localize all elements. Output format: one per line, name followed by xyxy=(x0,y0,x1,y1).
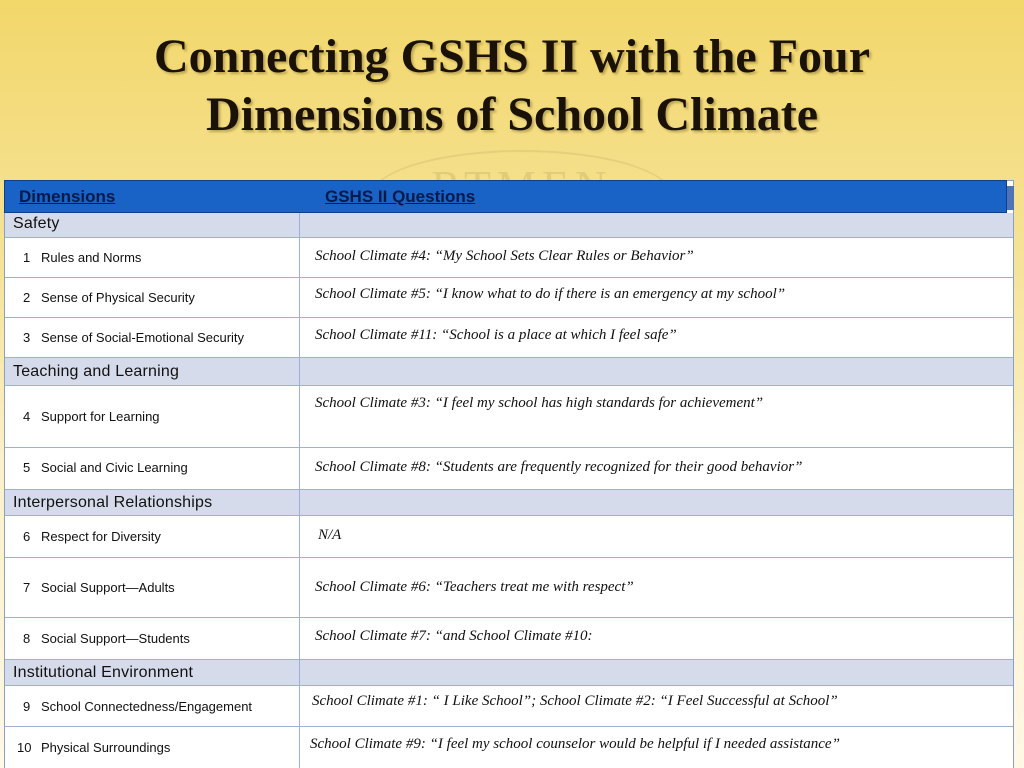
table-row xyxy=(5,727,1013,768)
section-label: Institutional Environment xyxy=(13,664,194,681)
dimension-number: 4 xyxy=(23,409,31,424)
gshs-question: School Climate #9: “I feel my school counselor would be helpful if I needed assistance” xyxy=(310,736,840,752)
gshs-question: School Climate #6: “Teachers treat me with respect” xyxy=(315,579,634,595)
dimension-name: Sense of Social-Emotional Security xyxy=(41,330,245,345)
dimension-number: 9 xyxy=(23,699,31,714)
header-questions: GSHS II Questions xyxy=(325,187,476,206)
section-label: Interpersonal Relationships xyxy=(13,494,213,511)
dimension-number: 1 xyxy=(23,250,31,265)
column-divider xyxy=(299,558,300,617)
column-divider xyxy=(299,358,300,385)
table-header-row xyxy=(4,180,1007,213)
dimension-number: 2 xyxy=(23,290,31,305)
column-divider xyxy=(299,686,300,726)
dimension-name: Rules and Norms xyxy=(41,250,142,265)
column-divider xyxy=(299,618,300,659)
page-title xyxy=(0,28,1024,144)
column-divider xyxy=(299,516,300,557)
section-row-interpersonal xyxy=(5,490,1013,516)
table-row xyxy=(5,238,1013,278)
gshs-question: School Climate #7: “and School Climate #10: xyxy=(315,628,593,644)
section-row-safety xyxy=(5,213,1013,238)
table-row xyxy=(5,558,1013,618)
table-row xyxy=(5,278,1013,318)
dimension-name: Sense of Physical Security xyxy=(41,290,195,305)
dimension-number: 6 xyxy=(23,529,31,544)
gshs-question: School Climate #4: “My School Sets Clear Rules or Behavior” xyxy=(315,248,694,264)
title-line-2: Dimensions of School Climate xyxy=(206,88,818,141)
table-row xyxy=(5,618,1013,660)
gshs-question: School Climate #3: “I feel my school has high standards for achievement” xyxy=(315,395,764,411)
section-label: Teaching and Learning xyxy=(13,363,180,380)
dimension-number: 5 xyxy=(23,460,31,475)
column-divider xyxy=(299,727,300,768)
dimension-number: 8 xyxy=(23,631,31,646)
section-row-teaching-learning xyxy=(5,358,1013,386)
gshs-question: N/A xyxy=(318,527,342,543)
table-row xyxy=(5,318,1013,358)
dimension-name: Social Support—Students xyxy=(41,631,190,646)
header-edge xyxy=(1007,186,1014,210)
table-row xyxy=(5,516,1013,558)
column-divider xyxy=(299,490,300,515)
dimension-name: Social and Civic Learning xyxy=(41,460,188,475)
column-divider xyxy=(299,660,300,685)
dimension-name: Physical Surroundings xyxy=(41,740,171,755)
dimension-number: 3 xyxy=(23,330,31,345)
header-dimensions: Dimensions xyxy=(19,187,116,206)
gshs-question: School Climate #11: “School is a place at which I feel safe” xyxy=(315,327,677,343)
dimension-number: 7 xyxy=(23,580,31,595)
section-label: Safety xyxy=(13,215,60,232)
gshs-question: School Climate #5: “I know what to do if there is an emergency at my school” xyxy=(315,286,786,302)
section-row-institutional xyxy=(5,660,1013,686)
gshs-question: School Climate #8: “Students are frequently recognized for their good behavior” xyxy=(315,459,803,475)
dimension-number: 10 xyxy=(17,740,32,755)
column-divider xyxy=(299,238,300,277)
dimension-name: Support for Learning xyxy=(41,409,160,424)
column-divider xyxy=(299,318,300,357)
dimension-name: Social Support—Adults xyxy=(41,580,175,595)
table-row xyxy=(5,686,1013,727)
gshs-question: School Climate #1: “ I Like School”; School Climate #2: “I Feel Successful at School” xyxy=(312,693,838,709)
dimension-name: School Connectedness/Engagement xyxy=(41,699,253,714)
column-divider xyxy=(299,386,300,447)
column-divider xyxy=(299,278,300,317)
column-divider xyxy=(299,448,300,489)
column-divider xyxy=(299,213,300,237)
dimension-name: Respect for Diversity xyxy=(41,529,161,544)
table-row xyxy=(5,386,1013,448)
title-line-1: Connecting GSHS II with the Four xyxy=(153,30,871,83)
table-row xyxy=(5,448,1013,490)
